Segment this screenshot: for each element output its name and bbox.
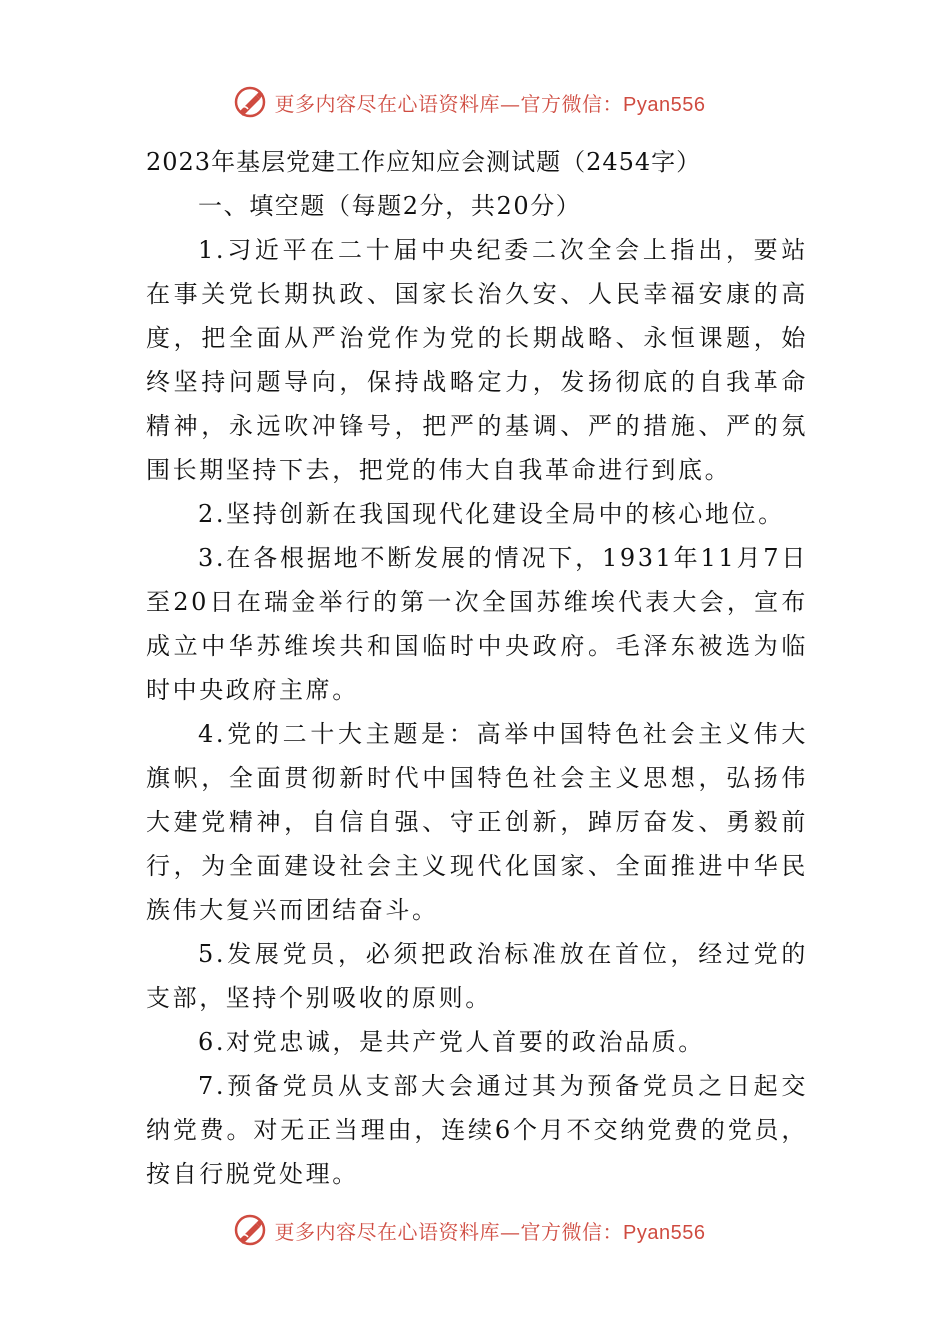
footer-banner-label: 更多内容尽在心语资料库—官方微信： <box>274 1219 624 1244</box>
section-heading: 一、填空题（每题2分，共20分） <box>198 192 582 220</box>
document-title: 2023年基层党建工作应知应会测试题（2454字） <box>146 148 702 176</box>
footer-banner-wechat-id: Pyan556 <box>623 1221 706 1244</box>
header-banner-inner <box>233 85 706 119</box>
document-body <box>146 140 808 1196</box>
question-item-5: 5.发展党员，必须把政治标准放在首位，经过党的支部，坚持个别吸收的原则。 <box>146 940 808 1012</box>
footer-banner <box>0 1210 950 1250</box>
question-item-4: 4.党的二十大主题是：高举中国特色社会主义伟大旗帜，全面贯彻新时代中国特色社会主义思想，弘扬伟大建党精神，自信自强、守正创新，踔厉奋发、勇毅前行，为全面建设社会主义现代化国家、全面推进中华民族伟大复兴而团结奋斗。 <box>146 720 808 924</box>
pen-seal-logo-icon <box>233 85 267 119</box>
question-item-1: 1.习近平在二十届中央纪委二次全会上指出，要站在事关党长期执政、国家长治久安、人民幸福安康的高度，把全面从严治党作为党的长期战略、永恒课题，始终坚持问题导向，保持战略定力，发扬彻底的自我革命精神，永远吹冲锋号，把严的基调、严的措施、严的氛围长期坚持下去，把党的伟大自我革命进行到底。 <box>146 236 808 484</box>
header-banner <box>0 82 950 122</box>
question-item-2: 2.坚持创新在我国现代化建设全局中的核心地位。 <box>198 500 785 528</box>
question-item-3: 3.在各根据地不断发展的情况下，1931年11月7日至20日在瑞金举行的第一次全国苏维埃代表大会，宣布成立中华苏维埃共和国临时中央政府。毛泽东被选为临时中央政府主席。 <box>146 544 808 704</box>
header-banner-label: 更多内容尽在心语资料库—官方微信： <box>274 91 624 116</box>
footer-banner-inner <box>233 1213 706 1247</box>
pen-seal-logo-icon <box>233 1213 267 1247</box>
question-item-7: 7.预备党员从支部大会通过其为预备党员之日起交纳党费。对无正当理由，连续6个月不交纳党费的党员，按自行脱党处理。 <box>146 1072 808 1188</box>
header-banner-text <box>275 88 706 117</box>
header-banner-wechat-id: Pyan556 <box>623 93 706 116</box>
footer-banner-text <box>275 1216 706 1245</box>
question-item-6: 6.对党忠诚，是共产党人首要的政治品质。 <box>198 1028 705 1056</box>
